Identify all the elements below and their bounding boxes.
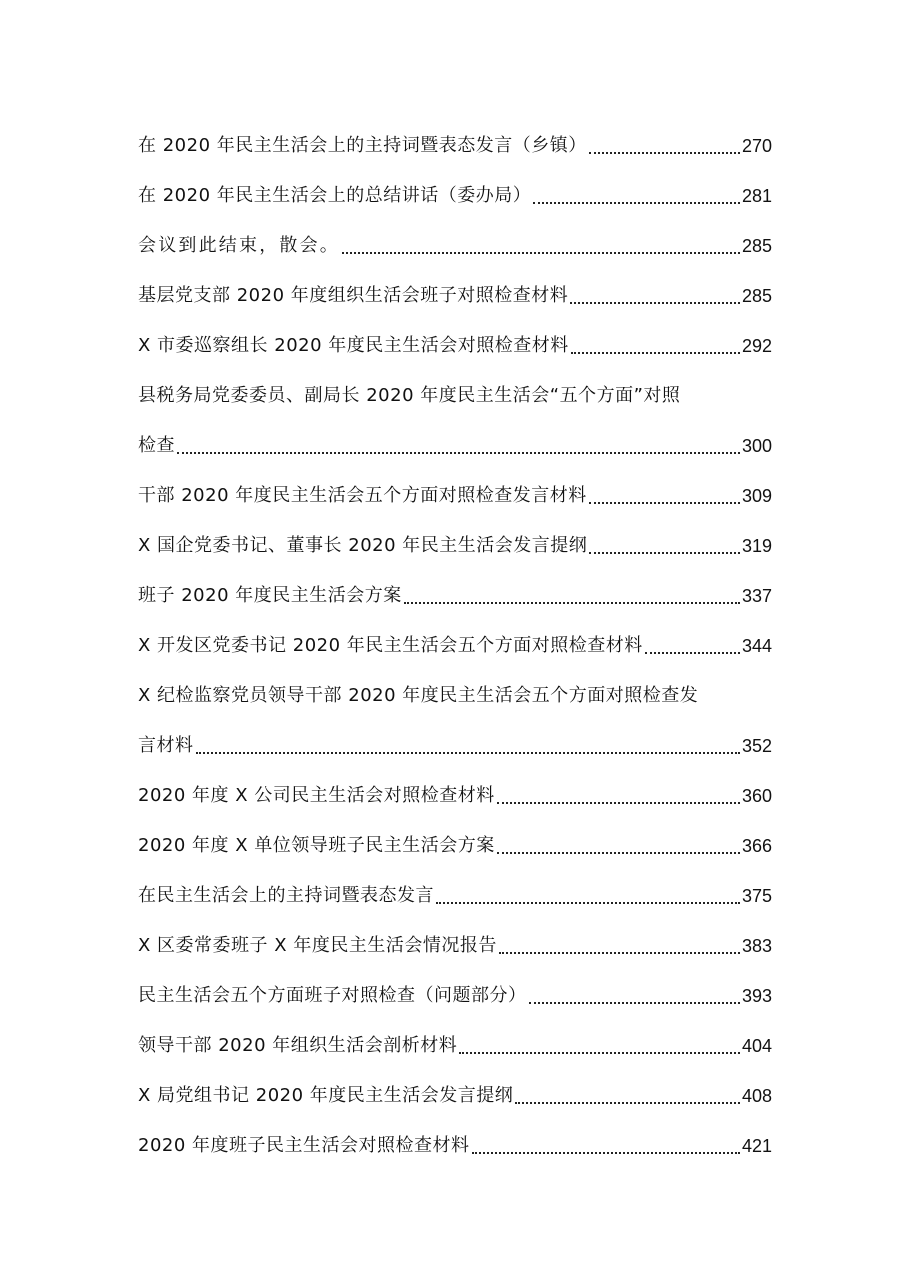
toc-entry-title: 2020 年度 X 单位领导班子民主生活会方案 bbox=[138, 835, 495, 856]
toc-entry-page: 404 bbox=[741, 1036, 772, 1056]
toc-entry-title: 在 2020 年民主生活会上的主持词暨表态发言（乡镇） bbox=[138, 135, 587, 156]
toc-entry-page: 292 bbox=[741, 336, 772, 356]
toc-entry[interactable] bbox=[138, 471, 772, 521]
toc-entry[interactable] bbox=[138, 871, 772, 921]
toc-dot-leader bbox=[404, 571, 740, 621]
toc-entry-title: 县税务局党委委员、副局长 2020 年度民主生活会“五个方面”对照 bbox=[138, 385, 681, 406]
toc-entry[interactable] bbox=[138, 421, 772, 471]
toc-entry-page: 366 bbox=[741, 836, 772, 856]
toc-dot-leader bbox=[342, 221, 740, 271]
toc-entry-page: 281 bbox=[741, 186, 772, 206]
toc-entry-page: 319 bbox=[741, 536, 772, 556]
toc-entry-title: 民主生活会五个方面班子对照检查（问题部分） bbox=[138, 985, 527, 1006]
toc-dot-leader bbox=[436, 871, 740, 921]
toc-entry[interactable] bbox=[138, 521, 772, 571]
toc-dot-leader bbox=[570, 271, 740, 321]
toc-entry-continued[interactable] bbox=[138, 671, 772, 721]
toc-dot-leader bbox=[645, 621, 740, 671]
toc-entry-page: 337 bbox=[741, 586, 772, 606]
toc-entry-continued[interactable] bbox=[138, 371, 772, 421]
toc-entry-title: 干部 2020 年度民主生活会五个方面对照检查发言材料 bbox=[138, 485, 587, 506]
toc-entry-title: 会议到此结束，散会。 bbox=[138, 235, 340, 256]
toc-entry[interactable] bbox=[138, 921, 772, 971]
toc-entry[interactable] bbox=[138, 321, 772, 371]
toc-entry-title: 基层党支部 2020 年度组织生活会班子对照检查材料 bbox=[138, 285, 569, 306]
toc-dot-leader bbox=[196, 721, 740, 771]
toc-entry-page: 309 bbox=[741, 486, 772, 506]
toc-entry-page: 393 bbox=[741, 986, 772, 1006]
toc-entry-page: 408 bbox=[741, 1086, 772, 1106]
toc-dot-leader bbox=[459, 1021, 740, 1071]
toc-entry-title: 领导干部 2020 年组织生活会剖析材料 bbox=[138, 1035, 458, 1056]
toc-entry-title: 言材料 bbox=[138, 735, 194, 756]
toc-entry-title: 在 2020 年民主生活会上的总结讲话（委办局） bbox=[138, 185, 532, 206]
toc-dot-leader bbox=[497, 821, 740, 871]
toc-dot-leader bbox=[533, 171, 740, 221]
toc-entry-title: X 纪检监察党员领导干部 2020 年度民主生活会五个方面对照检查发 bbox=[138, 685, 699, 706]
toc-entry[interactable] bbox=[138, 1021, 772, 1071]
toc-dot-leader bbox=[589, 521, 740, 571]
toc-dot-leader bbox=[515, 1071, 740, 1121]
toc-dot-leader bbox=[589, 121, 740, 171]
toc-entry[interactable] bbox=[138, 971, 772, 1021]
toc-entry[interactable] bbox=[138, 121, 772, 171]
toc-entry[interactable] bbox=[138, 771, 772, 821]
toc-entry-title: 2020 年度班子民主生活会对照检查材料 bbox=[138, 1135, 470, 1156]
toc-dot-leader bbox=[497, 771, 740, 821]
toc-entry-page: 300 bbox=[741, 436, 772, 456]
toc-dot-leader bbox=[177, 421, 740, 471]
toc-entry-page: 360 bbox=[741, 786, 772, 806]
toc-entry-page: 421 bbox=[741, 1136, 772, 1156]
toc-entry-title: X 局党组书记 2020 年度民主生活会发言提纲 bbox=[138, 1085, 514, 1106]
toc-dot-leader bbox=[589, 471, 740, 521]
toc-entry-page: 344 bbox=[741, 636, 772, 656]
toc-entry[interactable] bbox=[138, 221, 772, 271]
toc-entry[interactable] bbox=[138, 1071, 772, 1121]
toc-dot-leader bbox=[529, 971, 740, 1021]
toc-entry[interactable] bbox=[138, 171, 772, 221]
toc-entry[interactable] bbox=[138, 821, 772, 871]
toc-entry-title: X 市委巡察组长 2020 年度民主生活会对照检查材料 bbox=[138, 335, 569, 356]
toc-entry-page: 270 bbox=[741, 136, 772, 156]
toc-entry-page: 285 bbox=[741, 286, 772, 306]
toc-dot-leader bbox=[472, 1121, 740, 1171]
toc-entry-page: 383 bbox=[741, 936, 772, 956]
toc-entry-page: 285 bbox=[741, 236, 772, 256]
toc-entry[interactable] bbox=[138, 1121, 772, 1171]
toc-entry-page: 375 bbox=[741, 886, 772, 906]
toc-dot-leader bbox=[571, 321, 740, 371]
toc-entry[interactable] bbox=[138, 271, 772, 321]
toc-entry-page: 352 bbox=[741, 736, 772, 756]
toc-entry-title: X 开发区党委书记 2020 年民主生活会五个方面对照检查材料 bbox=[138, 635, 643, 656]
toc-entry[interactable] bbox=[138, 571, 772, 621]
toc-dot-leader bbox=[499, 921, 740, 971]
toc-entry-title: 班子 2020 年度民主生活会方案 bbox=[138, 585, 402, 606]
toc-entry-title: X 区委常委班子 X 年度民主生活会情况报告 bbox=[138, 935, 497, 956]
table-of-contents bbox=[138, 121, 772, 1171]
toc-entry[interactable] bbox=[138, 721, 772, 771]
toc-entry-title: 2020 年度 X 公司民主生活会对照检查材料 bbox=[138, 785, 495, 806]
toc-entry[interactable] bbox=[138, 621, 772, 671]
toc-entry-title: 检查 bbox=[138, 435, 175, 456]
toc-entry-title: X 国企党委书记、董事长 2020 年民主生活会发言提纲 bbox=[138, 535, 588, 556]
toc-entry-title: 在民主生活会上的主持词暨表态发言 bbox=[138, 885, 434, 906]
